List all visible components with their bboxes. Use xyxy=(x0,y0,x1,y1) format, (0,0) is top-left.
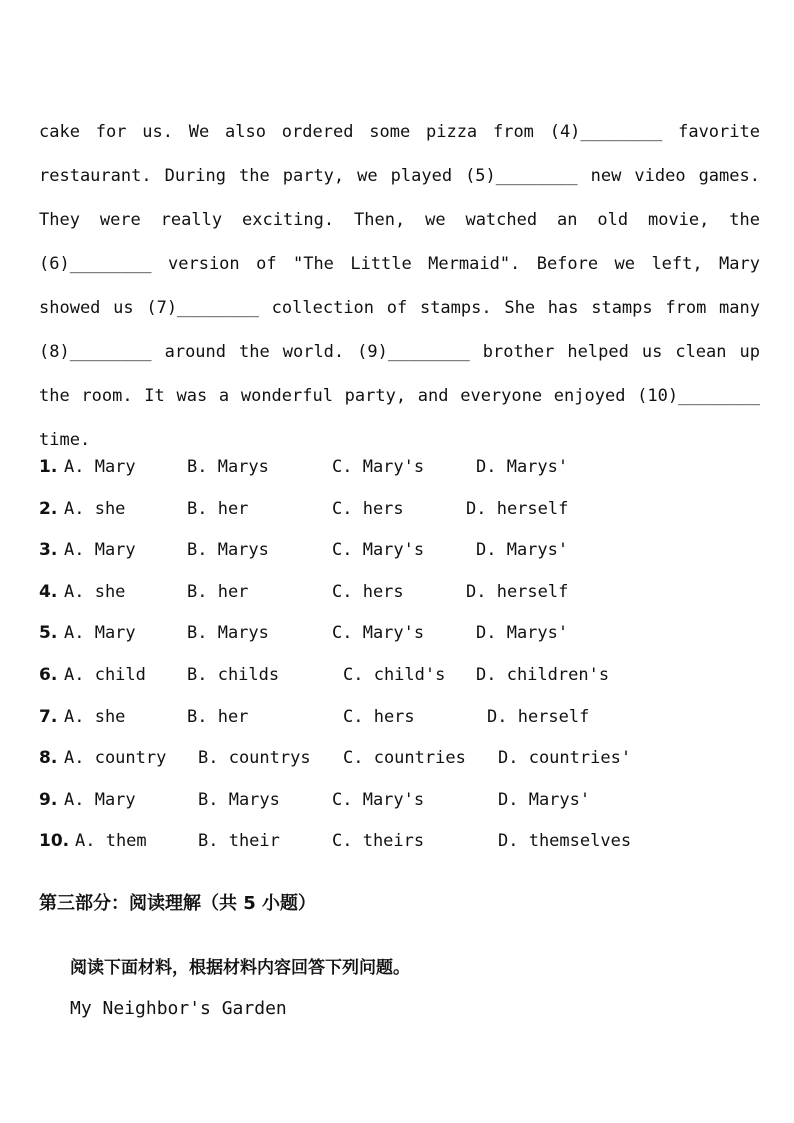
passage-line: time. xyxy=(39,430,91,450)
option-b: B. Marys xyxy=(187,540,269,561)
option-b: B. countrys xyxy=(198,748,311,769)
option-a: A. Mary xyxy=(64,789,136,810)
question-number: 4. xyxy=(39,581,58,602)
question-number: 8. xyxy=(39,748,58,769)
option-b: B. childs xyxy=(187,664,280,685)
option-c: C. Mary's xyxy=(332,540,425,561)
option-b: B. her xyxy=(187,581,249,602)
option-c: C. countries xyxy=(343,748,466,769)
question-number: 6. xyxy=(39,664,58,685)
option-d: D. Marys' xyxy=(498,789,591,810)
option-d: D. Marys' xyxy=(476,623,569,644)
option-b: B. her xyxy=(187,706,249,727)
passage-line: (6)________ version of "The Little Mermaid". Before we left, Mary xyxy=(39,254,760,274)
option-d: D. countries' xyxy=(498,748,632,769)
question-number: 9. xyxy=(39,789,58,810)
option-c: C. hers xyxy=(343,706,415,727)
question-item xyxy=(39,738,739,780)
question-item xyxy=(39,697,739,739)
passage-line: cake for us. We also ordered some pizza from (4)________ favorite xyxy=(39,122,760,142)
option-d: D. Marys' xyxy=(476,540,569,561)
question-item xyxy=(39,613,739,655)
passage-title: My Neighbor's Garden xyxy=(70,998,287,1019)
reading-instruction: 阅读下面材料，根据材料内容回答下列问题。 xyxy=(70,958,410,978)
question-item xyxy=(39,530,739,572)
option-c: C. Mary's xyxy=(332,789,425,810)
option-d: D. herself xyxy=(466,581,569,602)
option-c: C. hers xyxy=(332,581,404,602)
option-d: D. children's xyxy=(476,664,610,685)
question-list xyxy=(39,447,739,863)
option-c: C. child's xyxy=(343,664,446,685)
question-item xyxy=(39,572,739,614)
passage-line: restaurant. During the party, we played (5)________ new video games. xyxy=(39,166,760,186)
option-b: B. their xyxy=(198,831,280,852)
option-d: D. themselves xyxy=(498,831,632,852)
option-a: A. them xyxy=(75,831,147,852)
passage-line: showed us (7)________ collection of stamps. She has stamps from many xyxy=(39,298,760,318)
cloze-passage xyxy=(39,110,760,462)
question-item xyxy=(39,489,739,531)
option-a: A. country xyxy=(64,748,167,769)
option-b: B. Marys xyxy=(187,457,269,477)
option-a: A. she xyxy=(64,706,126,727)
option-a: A. she xyxy=(64,498,126,519)
option-c: C. Mary's xyxy=(332,457,425,477)
option-a: A. she xyxy=(64,581,126,602)
option-c: C. hers xyxy=(332,498,404,519)
option-a: A. child xyxy=(64,664,146,685)
question-number: 7. xyxy=(39,706,58,727)
question-item xyxy=(39,821,739,863)
passage-line: the room. It was a wonderful party, and everyone enjoyed (10)________ xyxy=(39,386,760,406)
option-d: D. Marys' xyxy=(476,457,569,477)
question-item xyxy=(39,447,739,489)
question-number: 3. xyxy=(39,540,58,561)
option-d: D. herself xyxy=(466,498,569,519)
option-c: C. theirs xyxy=(332,831,425,852)
option-d: D. herself xyxy=(487,706,590,727)
section-title: 第三部分：阅读理解（共 5 小题） xyxy=(39,893,317,914)
option-b: B. Marys xyxy=(198,789,280,810)
question-number: 1. xyxy=(39,457,58,477)
passage-line: (8)________ around the world. (9)________ brother helped us clean up xyxy=(39,342,760,362)
question-item xyxy=(39,780,739,822)
passage-line: They were really exciting. Then, we watched an old movie, the xyxy=(39,210,760,230)
question-number: 10. xyxy=(39,831,70,852)
option-a: A. Mary xyxy=(64,540,136,561)
question-number: 5. xyxy=(39,623,58,644)
option-b: B. Marys xyxy=(187,623,269,644)
option-a: A. Mary xyxy=(64,623,136,644)
question-number: 2. xyxy=(39,498,58,519)
question-item xyxy=(39,655,739,697)
option-c: C. Mary's xyxy=(332,623,425,644)
option-a: A. Mary xyxy=(64,457,136,477)
option-b: B. her xyxy=(187,498,249,519)
